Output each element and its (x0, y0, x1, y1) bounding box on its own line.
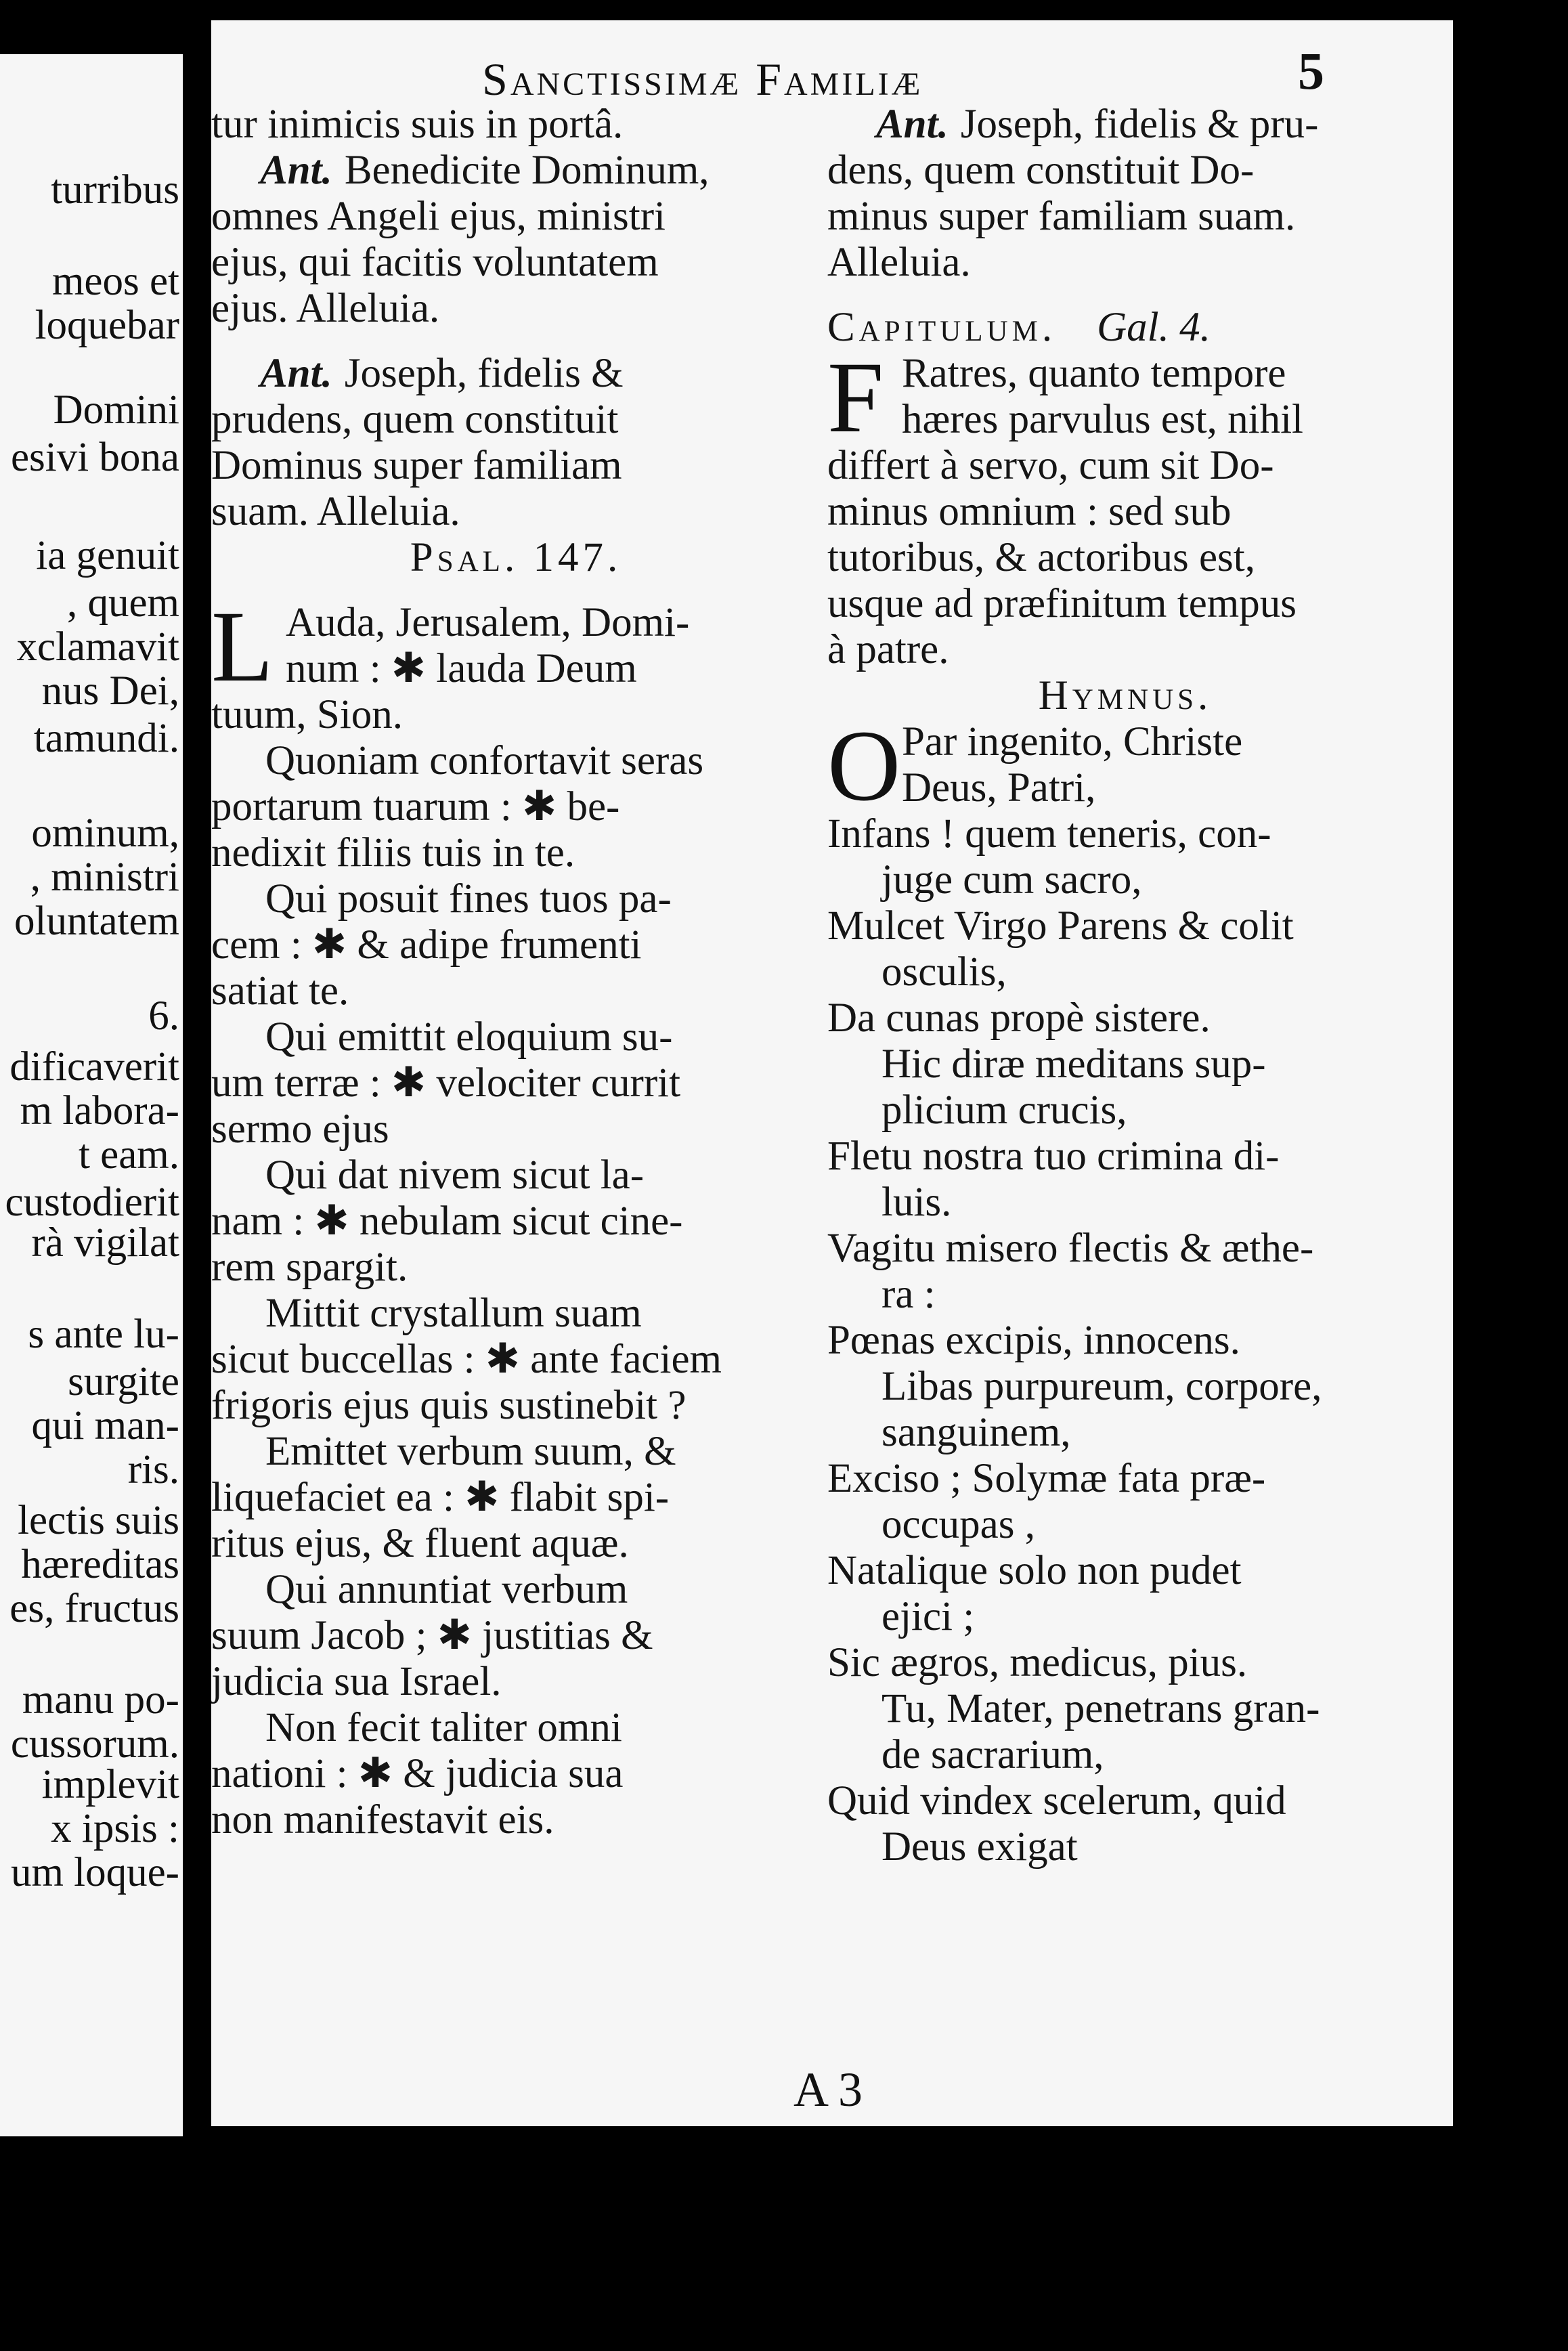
spacer (827, 286, 1423, 305)
text-span: ejus, qui facitis voluntatem (211, 240, 659, 285)
left-page-text: esivi bona (10, 435, 179, 480)
left-page-text: dificaverit (9, 1044, 179, 1090)
left-page-text: tamundi. (33, 716, 179, 761)
text-line (827, 102, 1423, 148)
text-line: Quid vindex scelerum, quid (827, 1778, 1286, 1824)
text-line: nationi : ✱ & judicia sua (211, 1751, 624, 1796)
text-line: à patre. (827, 627, 949, 672)
capitulum-reference: Gal. 4. (1097, 305, 1211, 350)
text-line: Deus exigat (881, 1824, 1078, 1870)
text-span: Benedicite Dominum, (344, 148, 710, 193)
left-page-text: ominum, (31, 811, 179, 856)
text-line: Hymnus. (1038, 673, 1213, 718)
text-line: Sic ægros, medicus, pius. (827, 1640, 1248, 1685)
drop-capital: F (827, 341, 884, 454)
book-gutter (183, 0, 211, 2351)
text-span: ejus. Alleluia. (211, 286, 440, 331)
text-line: ra : (881, 1272, 936, 1317)
text-line: de sacrarium, (881, 1732, 1104, 1777)
left-page-text: rà vigilat (31, 1220, 179, 1266)
text-span: suam. Alleluia. (211, 489, 460, 534)
spacer (211, 581, 821, 600)
left-page-text: surgite (68, 1359, 179, 1404)
left-page-text: custodierit (5, 1180, 179, 1225)
left-page-text: manu po- (22, 1677, 179, 1723)
text-line: Qui posuit fines tuos pa- (265, 876, 672, 922)
antiphon-label: Ant. (876, 102, 949, 147)
text-line: portarum tuarum : ✱ be- (211, 784, 620, 829)
text-span: Alleluia. (827, 240, 971, 285)
left-page-text: , ministri (30, 855, 179, 900)
drop-capital: O (827, 710, 901, 822)
left-column (211, 102, 821, 1843)
text-line (211, 351, 821, 397)
text-line: Emittet verbum suum, & (265, 1429, 676, 1474)
left-page-text: 6. (148, 993, 179, 1039)
text-span: minus super familiam suam. (827, 194, 1296, 239)
text-line: ritus ejus, & fluent aquæ. (211, 1521, 629, 1566)
text-line: tur inimicis suis in portâ. (211, 102, 624, 147)
text-line: Pœnas excipis, innocens. (827, 1318, 1240, 1363)
text-line: Exciso ; Solymæ fata præ- (827, 1456, 1266, 1501)
left-page-text: t eam. (78, 1132, 179, 1178)
text-line: sicut buccellas : ✱ ante faciem (211, 1337, 722, 1382)
left-page-text: s ante lu- (28, 1312, 179, 1357)
text-line: sanguinem, (881, 1410, 1071, 1455)
text-line (211, 240, 821, 286)
text-line: satiat te. (211, 968, 349, 1014)
left-page-text: m labora- (20, 1088, 179, 1134)
left-page-text: x ipsis : (51, 1806, 179, 1851)
signature-mark: A 3 (793, 2063, 863, 2117)
left-page-text: ris. (127, 1447, 179, 1492)
left-page-text: loquebar (35, 303, 179, 348)
text-line: Mulcet Virgo Parens & colit (827, 903, 1294, 949)
text-line: juge cum sacro, (881, 857, 1142, 903)
text-line: Quoniam confortavit seras (265, 738, 704, 783)
text-line: Non fecit taliter omni (265, 1705, 622, 1750)
antiphon-label: Ant. (260, 148, 332, 193)
text-line: minus omnium : sed sub (827, 489, 1232, 534)
left-page-text: um loque- (10, 1850, 179, 1895)
left-page-text: , quem (66, 580, 179, 626)
text-span: prudens, quem constituit (211, 397, 619, 442)
text-line: Da cunas propè sistere. (827, 995, 1211, 1041)
text-line: Natalique solo non pudet (827, 1548, 1242, 1593)
left-page-text: implevit (41, 1762, 179, 1807)
text-line: tutoribus, & actoribus est, (827, 535, 1255, 580)
left-page-text: oluntatem (14, 899, 179, 944)
text-span: Dominus super familiam (211, 443, 622, 488)
running-header: Sanctissimæ Familiæ (482, 53, 923, 105)
text-line: Psal. 147. (410, 535, 622, 580)
text-span: dens, quem constituit Do- (827, 148, 1255, 193)
right-page (211, 20, 1453, 2126)
left-page-text: qui man- (31, 1403, 179, 1448)
text-span: Joseph, fidelis & (344, 351, 624, 396)
text-line: Tu, Mater, penetrans gran- (881, 1686, 1320, 1731)
text-span: Joseph, fidelis & pru- (960, 102, 1319, 147)
text-line: liquefaciet ea : ✱ flabit spi- (211, 1475, 670, 1520)
text-line: suum Jacob ; ✱ justitias & (211, 1613, 653, 1658)
text-line (827, 148, 1423, 194)
text-line: Auda, Jerusalem, Domi- (286, 600, 690, 645)
text-line: rem spargit. (211, 1245, 408, 1290)
left-page-text: ia genuit (36, 533, 179, 578)
text-line (827, 240, 1423, 286)
text-line: nam : ✱ nebulam sicut cine- (211, 1199, 683, 1244)
text-line (211, 443, 821, 489)
antiphon-label: Ant. (260, 351, 332, 396)
text-line: Libas purpureum, corpore, (881, 1364, 1322, 1409)
text-line: num : ✱ lauda Deum (286, 646, 637, 691)
left-page-text: lectis suis (18, 1498, 179, 1543)
text-line: osculis, (881, 949, 1007, 995)
text-line (211, 194, 821, 240)
text-line: Qui annuntiat verbum (265, 1567, 628, 1612)
text-line: nedixit filiis tuis in te. (211, 830, 575, 876)
dropcap-block (211, 590, 821, 703)
text-line (211, 286, 821, 332)
text-line: Fletu nostra tuo crimina di- (827, 1134, 1280, 1179)
scan-margin (1453, 0, 1568, 2351)
text-line: plicium crucis, (881, 1087, 1127, 1133)
left-page-text: xclamavit (16, 624, 179, 670)
text-span: omnes Angeli ejus, ministri (211, 194, 666, 239)
text-line: Qui emittit eloquium su- (265, 1014, 673, 1060)
text-line: ejici ; (881, 1594, 975, 1639)
text-line: Mittit crystallum suam (265, 1291, 642, 1336)
dropcap-block (827, 710, 1423, 822)
text-line: usque ad præfinitum tempus (827, 581, 1297, 626)
left-page-fragment (0, 54, 183, 2136)
text-line: occupas , (881, 1502, 1035, 1547)
left-page-text: hæreditas (21, 1542, 179, 1587)
text-line: Qui dat nivem sicut la- (265, 1152, 645, 1198)
text-line: judicia sua Israel. (211, 1659, 502, 1704)
left-page-text: Domini (53, 387, 179, 433)
text-line: Ratres, quanto tempore (902, 351, 1286, 396)
text-line (827, 194, 1423, 240)
text-line: Vagitu misero flectis & æthe- (827, 1226, 1314, 1271)
left-page-text: nus Dei, (41, 668, 179, 714)
text-line: tuum, Sion. (211, 692, 404, 737)
capitulum-heading: Capitulum. (827, 305, 1057, 350)
left-page-text: turribus (51, 167, 179, 213)
left-page-text: cussorum. (10, 1721, 179, 1767)
text-line: differt à servo, cum sit Do- (827, 443, 1274, 488)
text-line: Deus, Patri, (902, 765, 1096, 811)
dropcap-block (827, 341, 1423, 454)
text-line (211, 148, 821, 194)
text-line: non manifestavit eis. (211, 1797, 554, 1842)
page-number: 5 (1298, 41, 1324, 100)
drop-capital: L (211, 590, 274, 703)
text-line: Par ingenito, Christe (902, 719, 1243, 764)
capitulum-heading-line (827, 305, 1423, 351)
spacer (211, 332, 821, 351)
text-line: Infans ! quem teneris, con- (827, 811, 1271, 857)
text-line: frigoris ejus quis sustinebit ? (211, 1383, 687, 1428)
right-column (827, 102, 1423, 1870)
text-line: cem : ✱ & adipe frumenti (211, 922, 642, 968)
text-line: sermo ejus (211, 1106, 389, 1152)
text-line: hæres parvulus est, nihil (902, 397, 1303, 442)
text-line: um terræ : ✱ velociter currit (211, 1060, 681, 1106)
left-page-text: es, fructus (9, 1586, 179, 1631)
text-line (211, 397, 821, 443)
text-line: Hic diræ meditans sup- (881, 1041, 1266, 1087)
text-line (211, 489, 821, 535)
text-line: luis. (881, 1180, 952, 1225)
left-page-text: meos et (51, 259, 179, 304)
